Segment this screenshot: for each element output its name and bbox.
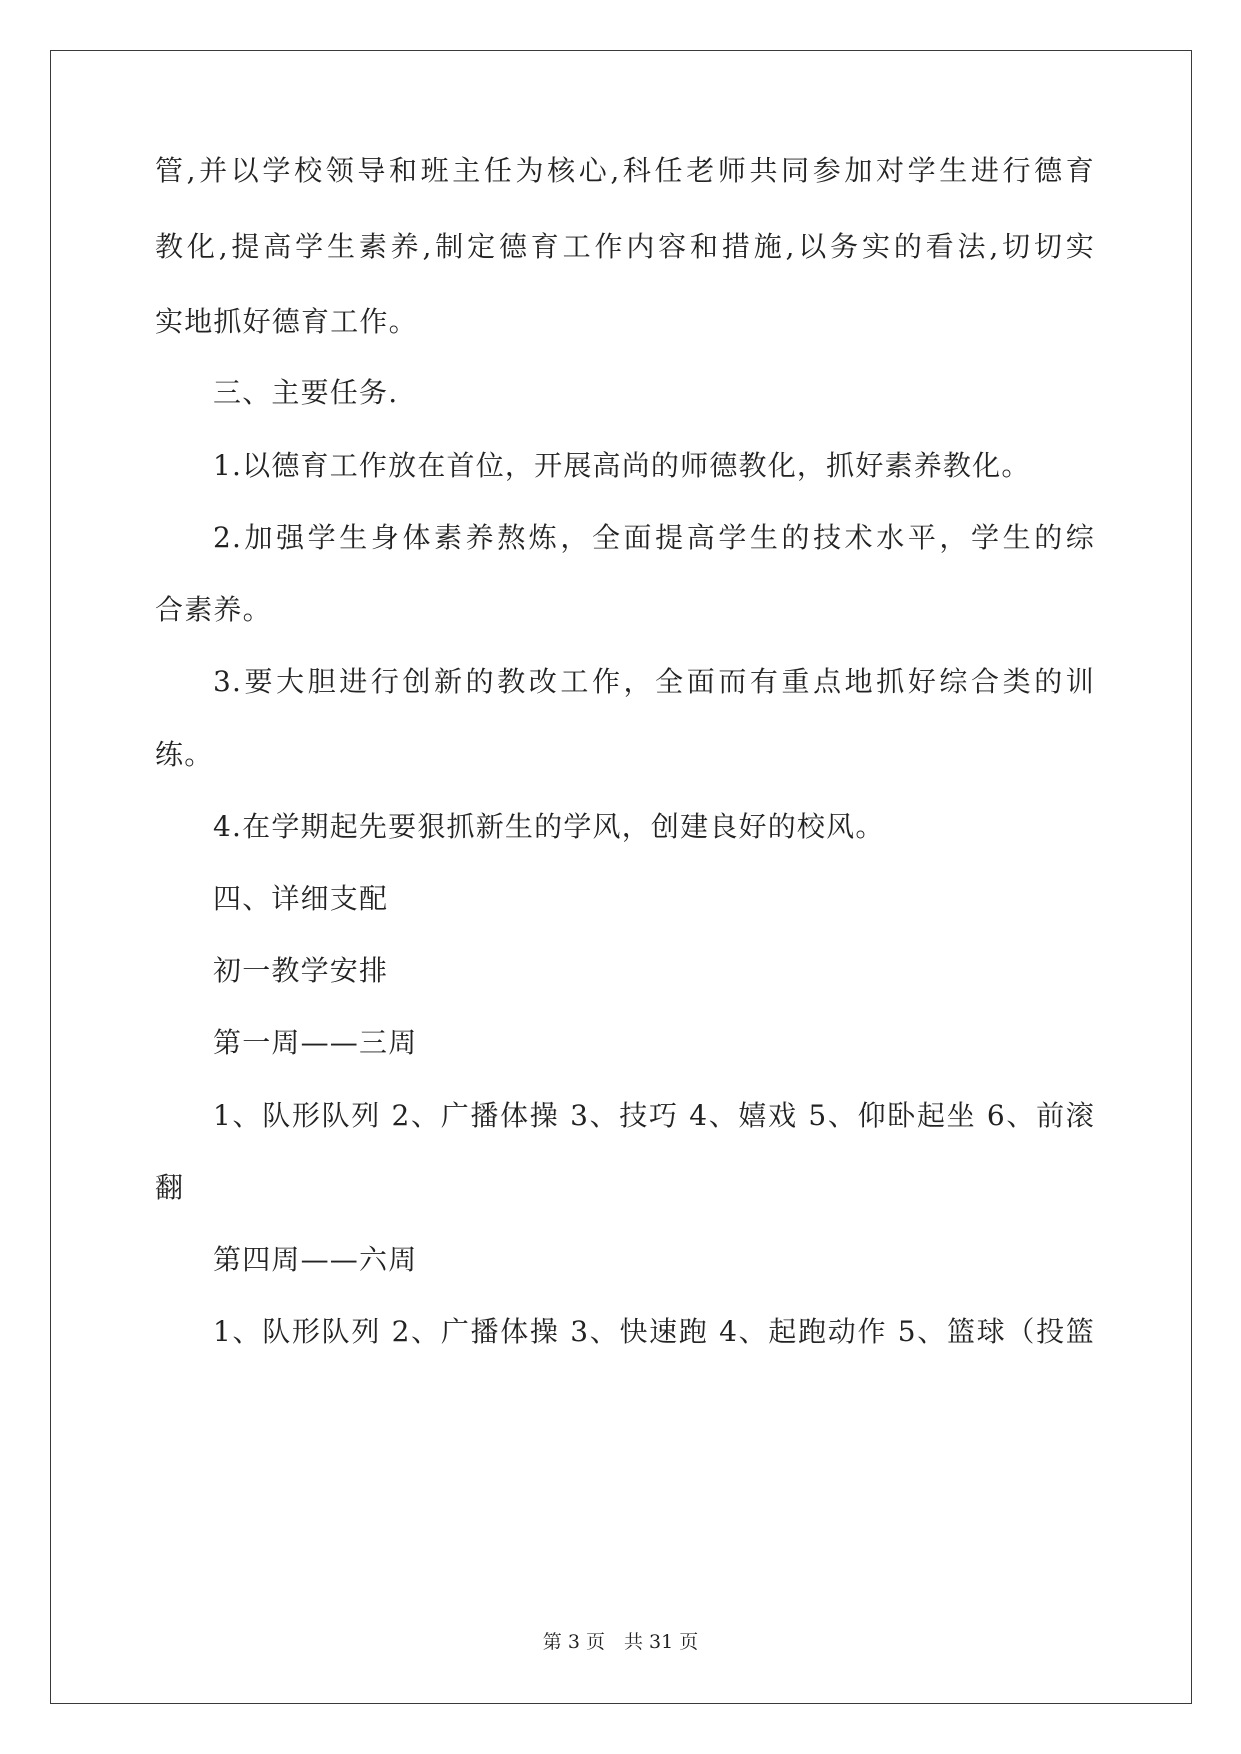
week-range-heading: 第一周——三周	[213, 1026, 418, 1059]
page-number-footer: 第 3 页 共 31 页	[542, 1631, 699, 1653]
week-range-heading: 第四周——六周	[213, 1243, 418, 1276]
list-item: 4.在学期起先要狠抓新生的学风，创建良好的校风。	[213, 810, 885, 843]
page-border	[50, 50, 1192, 1704]
activity-list: 1、队形队列 2、广播体操 3、技巧 4、嬉戏 5、仰卧起坐 6、前滚	[213, 1099, 1095, 1132]
section-heading: 三、主要任务.	[213, 376, 399, 409]
section-heading: 四、详细支配	[213, 882, 389, 915]
paragraph-line: 教化,提高学生素养,制定德育工作内容和措施,以务实的看法,切切实	[155, 230, 1095, 263]
list-item: 1.以德育工作放在首位，开展高尚的师德教化，抓好素养教化。	[213, 449, 1031, 482]
paragraph-line: 实地抓好德育工作。	[155, 305, 418, 338]
activity-list: 1、队形队列 2、广播体操 3、快速跑 4、起跑动作 5、篮球（投篮	[213, 1315, 1095, 1348]
list-item: 3.要大胆进行创新的教改工作，全面而有重点地抓好综合类的训	[213, 665, 1095, 698]
list-item: 2.加强学生身体素养熬炼，全面提高学生的技术水平，学生的综	[213, 521, 1095, 554]
activity-list-continuation: 翻	[155, 1171, 185, 1204]
list-item-continuation: 练。	[155, 738, 214, 771]
subheading: 初一教学安排	[213, 954, 389, 987]
list-item-continuation: 合素养。	[155, 593, 272, 626]
paragraph-line: 管,并以学校领导和班主任为核心,科任老师共同参加对学生进行德育	[155, 154, 1095, 187]
